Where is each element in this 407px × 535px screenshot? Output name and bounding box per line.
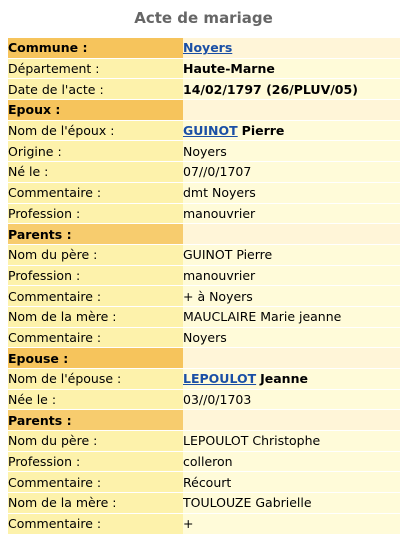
epouse-nom-label: Nom de l'épouse : [8,369,183,390]
departement-value: Haute-Marne [183,58,400,79]
date-row [8,79,400,100]
page-title: Acte de mariage [134,9,273,27]
epoux-ne-value: 07//0/1707 [183,162,400,183]
epouse-mere-row [8,493,400,514]
epoux-pere-row [8,244,400,265]
epoux-commentaire-label: Commentaire : [8,182,183,203]
epouse-mere-commentaire-label: Commentaire : [8,513,183,534]
epoux-commentaire-value: dmt Noyers [183,182,400,203]
epouse-mere-label: Nom de la mère : [8,493,183,514]
epoux-mere-commentaire-row [8,327,400,348]
epoux-pere-commentaire-value: + à Noyers [183,286,400,307]
epouse-nee-row [8,389,400,410]
epoux-mere-label: Nom de la mère : [8,306,183,327]
epoux-parents-section [8,224,400,245]
epoux-prenom: Pierre [241,123,285,139]
commune-link[interactable]: Noyers [183,40,233,56]
departement-row [8,58,400,79]
epoux-origine-label: Origine : [8,141,183,162]
commune-row [8,38,400,58]
acte-table [8,38,400,535]
epouse-nee-value: 03//0/1703 [183,389,400,410]
epouse-pere-commentaire-label: Commentaire : [8,472,183,493]
epoux-mere-value: MAUCLAIRE Marie jeanne [183,306,400,327]
epouse-parents-section [8,410,400,431]
epouse-nom-row [8,369,400,390]
epouse-prenom: Jeanne [260,371,308,387]
epouse-parents-label: Parents : [8,410,183,431]
epouse-mere-value: TOULOUZE Gabrielle [183,493,400,514]
epoux-profession-row [8,203,400,224]
epoux-section [8,100,400,121]
epoux-ne-label: Né le : [8,162,183,183]
epoux-nom-link[interactable]: GUINOT [183,123,238,139]
epoux-profession-value: manouvrier [183,203,400,224]
epoux-section-label: Epoux : [8,100,183,121]
epoux-origine-row [8,141,400,162]
departement-label: Département : [8,58,183,79]
epoux-mere-row [8,306,400,327]
epoux-pere-profession-value: manouvrier [183,265,400,286]
epouse-pere-commentaire-row [8,472,400,493]
epoux-nom-row [8,120,400,141]
epouse-mere-commentaire-row [8,513,400,534]
epoux-commentaire-row [8,182,400,203]
epoux-pere-profession-label: Profession : [8,265,183,286]
commune-label: Commune : [8,38,183,58]
epoux-mere-commentaire-label: Commentaire : [8,327,183,348]
date-value: 14/02/1797 (26/PLUV/05) [183,79,400,100]
epouse-mere-commentaire-value: + [183,513,400,534]
epouse-pere-profession-value: colleron [183,451,400,472]
epouse-section-label: Epouse : [8,348,183,369]
epouse-pere-label: Nom du père : [8,431,183,452]
epoux-pere-commentaire-row [8,286,400,307]
epouse-pere-value: LEPOULOT Christophe [183,431,400,452]
epouse-pere-commentaire-value: Récourt [183,472,400,493]
epouse-nom-link[interactable]: LEPOULOT [183,371,257,387]
epouse-pere-profession-row [8,451,400,472]
epoux-pere-label: Nom du père : [8,244,183,265]
epoux-pere-value: GUINOT Pierre [183,244,400,265]
epouse-pere-row [8,431,400,452]
epouse-nee-label: Née le : [8,389,183,410]
epoux-pere-commentaire-label: Commentaire : [8,286,183,307]
epoux-mere-commentaire-value: Noyers [183,327,400,348]
date-label: Date de l'acte : [8,79,183,100]
epoux-parents-label: Parents : [8,224,183,245]
epouse-section [8,348,400,369]
epoux-profession-label: Profession : [8,203,183,224]
epoux-ne-row [8,162,400,183]
epoux-pere-profession-row [8,265,400,286]
epoux-origine-value: Noyers [183,141,400,162]
epoux-nom-label: Nom de l'époux : [8,120,183,141]
epouse-pere-profession-label: Profession : [8,451,183,472]
